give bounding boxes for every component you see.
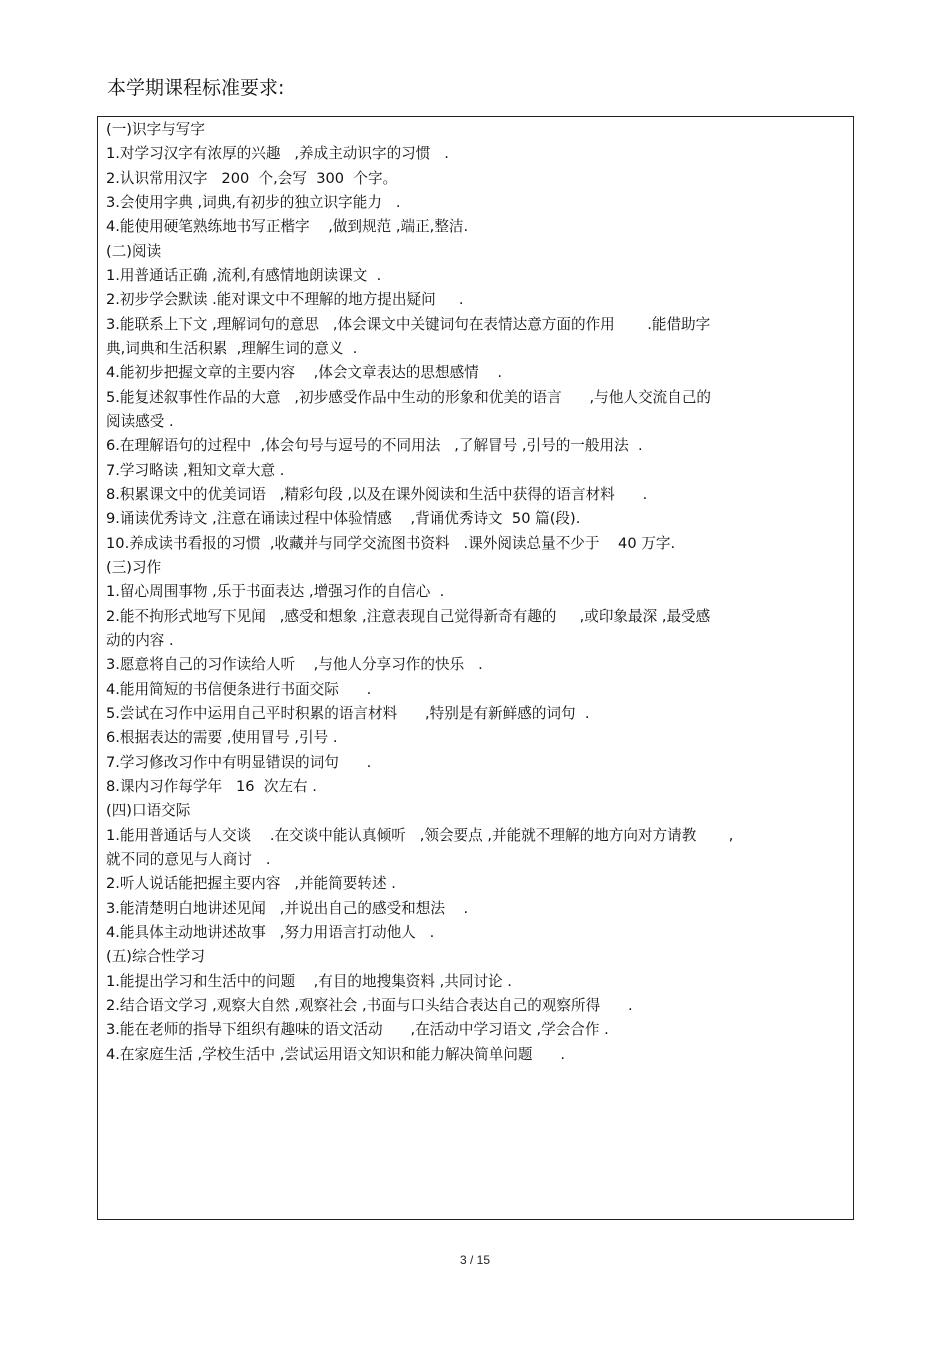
text-line: (五)综合性学习 — [106, 948, 205, 965]
text-line: 4.能用简短的书信便条进行书面交际 . — [106, 681, 372, 698]
text-line: 10.养成读书看报的习惯 ,收藏并与同学交流图书资料 .课外阅读总量不少于 40 万字. — [106, 535, 676, 552]
text-line: 3.能在老师的指导下组织有趣味的语文活动 ,在活动中学习语文 ,学会合作 . — [106, 1021, 609, 1038]
text-line: 4.能初步把握文章的主要内容 ,体会文章表达的思想感情 . — [106, 364, 502, 381]
page-number: 3 / 15 — [459, 1253, 491, 1267]
page-heading: 本学期课程标准要求: — [107, 77, 285, 99]
text-line: 1.能用普通话与人交谈 .在交谈中能认真倾听 ,领会要点 ,并能就不理解的地方向对方请教 , — [106, 827, 734, 844]
text-line: (二)阅读 — [106, 243, 162, 260]
text-line: 2.能不拘形式地写下见闻 ,感受和想象 ,注意表现自己觉得新奇有趣的 ,或印象最深 ,最受感 — [106, 608, 711, 625]
text-line: 2.听人说话能把握主要内容 ,并能简要转述 . — [106, 875, 396, 892]
text-line: (一)识字与写字 — [106, 121, 205, 138]
text-line: 4.能使用硬笔熟练地书写正楷字 ,做到规范 ,端正,整洁. — [106, 218, 469, 235]
text-line: 1.对学习汉字有浓厚的兴趣 ,养成主动识字的习惯 . — [106, 145, 449, 162]
text-line: 3.能清楚明白地讲述见闻 ,并说出自己的感受和想法 . — [106, 900, 469, 917]
text-line: 3.能联系上下文 ,理解词句的意思 ,体会课文中关键词句在表情达意方面的作用 .能借助字 — [106, 316, 711, 333]
text-line: 1.留心周围事物 ,乐于书面表达 ,增强习作的自信心 . — [106, 583, 445, 600]
text-line: 6.在理解语句的过程中 ,体会句号与逗号的不同用法 ,了解冒号 ,引号的一般用法 . — [106, 437, 643, 454]
text-line: 9.诵读优秀诗文 ,注意在诵读过程中体验情感 ,背诵优秀诗文 50 篇(段). — [106, 510, 581, 527]
text-line: 3.愿意将自己的习作读给人听 ,与他人分享习作的快乐 . — [106, 656, 483, 673]
text-line: 7.学习修改习作中有明显错误的词句 . — [106, 754, 372, 771]
text-line: 1.用普通话正确 ,流利,有感情地朗读课文 . — [106, 267, 382, 284]
text-line: 4.能具体主动地讲述故事 ,努力用语言打动他人 . — [106, 924, 435, 941]
text-line: 4.在家庭生活 ,学校生活中 ,尝试运用语文知识和能力解决简单问题 . — [106, 1046, 565, 1063]
text-line: 阅读感受 . — [106, 413, 174, 430]
text-line: (三)习作 — [106, 559, 162, 576]
text-line: 就不同的意见与人商讨 . — [106, 851, 271, 868]
text-line: 2.初步学会默读 .能对课文中不理解的地方提出疑问 . — [106, 291, 464, 308]
text-line: 3.会使用字典 ,词典,有初步的独立识字能力 . — [106, 194, 401, 211]
text-line: 1.能提出学习和生活中的问题 ,有目的地搜集资料 ,共同讨论 . — [106, 973, 512, 990]
text-line: 动的内容 . — [106, 632, 174, 649]
text-line: 典,词典和生活积累 ,理解生词的意义 . — [106, 340, 358, 357]
text-line: (四)口语交际 — [106, 802, 191, 819]
text-line: 8.积累课文中的优美词语 ,精彩句段 ,以及在课外阅读和生活中获得的语言材料 . — [106, 486, 648, 503]
text-line: 6.根据表达的需要 ,使用冒号 ,引号 . — [106, 729, 338, 746]
text-line: 2.结合语文学习 ,观察大自然 ,观察社会 ,书面与口头结合表达自己的观察所得 . — [106, 997, 633, 1014]
text-line: 5.能复述叙事性作品的大意 ,初步感受作品中生动的形象和优美的语言 ,与他人交流自己的 — [106, 389, 711, 406]
text-line: 5.尝试在习作中运用自己平时积累的语言材料 ,特别是有新鲜感的词句 . — [106, 705, 590, 722]
text-line: 7.学习略读 ,粗知文章大意 . — [106, 462, 285, 479]
curriculum-standards-box — [97, 116, 854, 1220]
text-line: 2.认识常用汉字 200 个,会写 300 个字。 — [106, 170, 398, 187]
text-line: 8.课内习作每学年 16 次左右 . — [106, 778, 317, 795]
